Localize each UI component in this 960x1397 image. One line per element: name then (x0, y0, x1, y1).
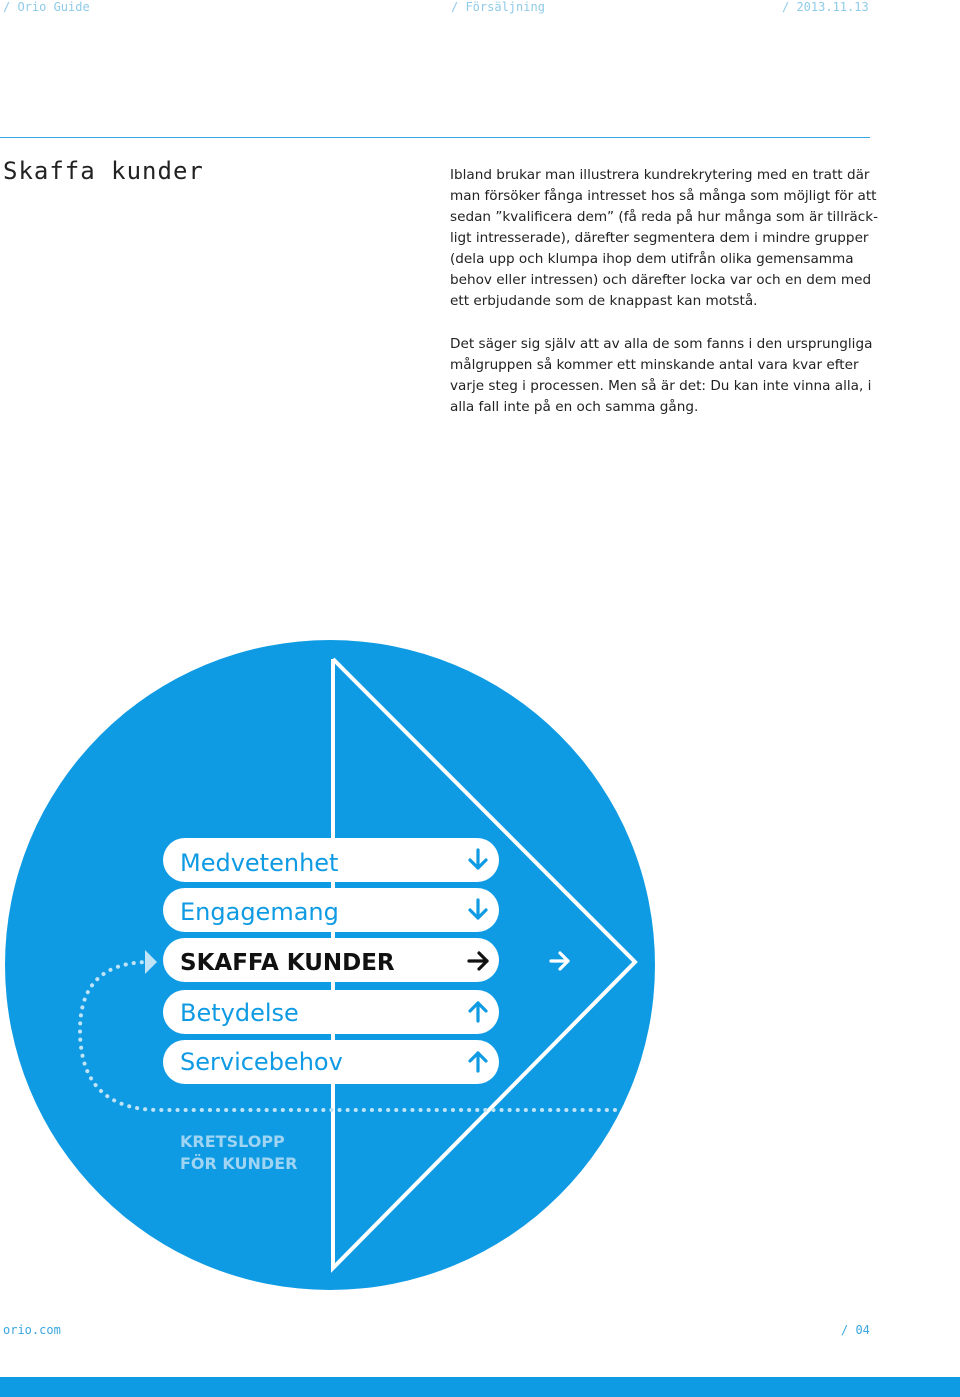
header-date: / 2013.11.13 (782, 0, 869, 14)
step-list (163, 838, 499, 1084)
body-paragraph-1: Ibland brukar man illustrera kundrekrytering med en tratt där man försöker fånga intresset hos så många som möjligt för att sedan ”kvalificera dem” (få reda på hur många som är tillräckligt intresserade), därefter segmentera dem i mindre grupper (dela upp och klumpa ihop dem utifrån olika gemensamma behov eller intressen) och därefter locka var och en dem med ett erbjudande som de knappast kan motstå. (450, 167, 879, 309)
cycle-label-line1: KRETSLOPP (180, 1132, 285, 1151)
step-label: Medvetenhet (180, 849, 339, 877)
footer-page-number: / 04 (841, 1323, 870, 1337)
header-guide: / Orio Guide (3, 0, 90, 14)
header-section: / Försäljning (451, 0, 545, 14)
step-label: Engagemang (180, 898, 339, 926)
step-servicebehov[interactable] (163, 1040, 499, 1084)
footer-site: orio.com (3, 1323, 61, 1337)
step-label: Servicebehov (180, 1048, 343, 1076)
step-label-active: SKAFFA KUNDER (180, 950, 395, 976)
step-betydelse[interactable] (163, 990, 499, 1034)
step-label: Betydelse (180, 999, 299, 1027)
step-medvetenhet[interactable] (163, 838, 499, 882)
header-rule (0, 137, 870, 138)
customer-cycle-diagram (0, 640, 960, 1300)
step-engagemang[interactable] (163, 888, 499, 932)
step-skaffa-kunder[interactable] (163, 938, 499, 982)
body-paragraph-2: Det säger sig själv att av alla de som fanns i den ursprungliga målgruppen så kommer ett minskande antal vara kvar efter varje steg i processen. Men så är det: Du kan inte vinna alla, i alla fall inte på en och samma gång. (450, 336, 873, 415)
page-title: Skaffa kunder (3, 157, 204, 185)
cycle-label-line2: FÖR KUNDER (180, 1154, 298, 1173)
footer-bar (0, 1377, 960, 1397)
